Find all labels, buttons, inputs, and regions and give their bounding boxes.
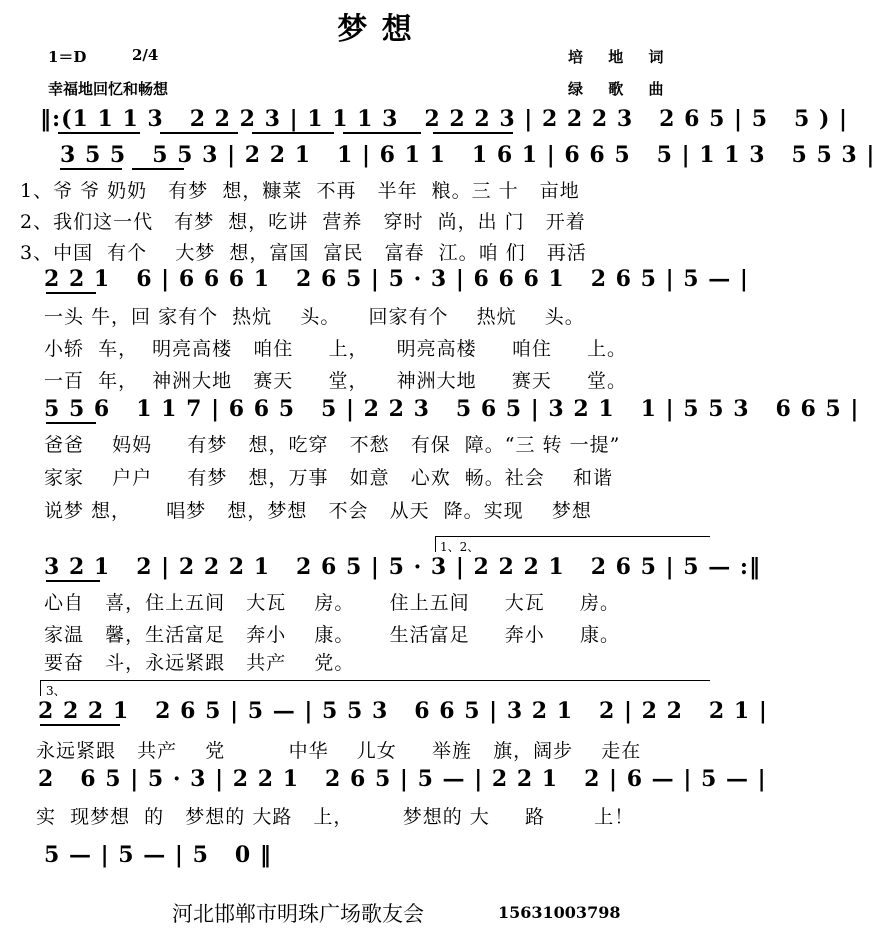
lyric-verse-2-line-1: 2、我们这一代 有梦 想，吃讲 营养 穿时 尚，出 门 开着	[20, 211, 586, 233]
footer-organization: 河北邯郸市明珠广场歌友会	[172, 902, 424, 926]
song-title: 梦 想	[337, 12, 414, 47]
beam	[252, 132, 334, 134]
notation-line-3: 2 2 1 6 | 6 6 6 1 2 6 5 | 5 · 3 | 6 6 6 1 2 6 5 | 5 — |	[44, 266, 749, 292]
notation-line-1: ‖:(1 1 1 3 2 2 2 3 | 1 1 1 3 2 2 2 3 | 2 2 2 3 2 6 5 | 5 5 ) |	[40, 106, 849, 132]
lyric-verse-3-line-6: 实 现梦想 的 梦想的 大路 上， 梦想的 大 路 上！	[36, 806, 635, 828]
beam	[46, 580, 100, 582]
lyric-verse-3-line-2: 一百 年， 神洲大地 赛天 堂， 神洲大地 赛天 堂。	[44, 370, 628, 392]
key-signature: 1＝D	[48, 48, 87, 66]
time-signature: 2/4	[132, 46, 159, 64]
lyric-verse-3-line-3: 说梦 想， 唱梦 想，梦想 不会 从天 降。实现 梦想	[44, 500, 592, 522]
lyric-verse-3-line-4: 要奋 斗，永远紧跟 共产 党。	[44, 652, 355, 674]
beam	[60, 168, 122, 170]
volta-bracket	[435, 536, 710, 537]
lyric-verse-1-line-3: 爸爸 妈妈 有梦 想，吃穿 不愁 有保 障。“三 转 一提”	[44, 434, 621, 456]
lyric-verse-3-line-5: 永远紧跟 共产 党 中华 儿女 举旌 旗，阔步 走在	[36, 740, 642, 762]
notation-line-4: 5 5 6 1 1 7 | 6 6 5 5 | 2 2 3 5 6 5 | 3 2 1 1 | 5 5 3 6 6 5 |	[44, 396, 860, 422]
lyric-verse-2-line-4: 家温 馨，生活富足 奔小 康。 生活富足 奔小 康。	[44, 624, 620, 646]
lyric-verse-2-line-3: 家家 户户 有梦 想，万事 如意 心欢 畅。社会 和谐	[44, 467, 613, 489]
lyricist-credit: 培 地 词	[568, 48, 674, 66]
notation-line-6: 2 2 2 1 2 6 5 | 5 — | 5 5 3 6 6 5 | 3 2 1 2 | 2 2 2 1 |	[38, 698, 768, 724]
beam	[132, 168, 184, 170]
beam	[40, 724, 120, 726]
beam	[433, 132, 513, 134]
volta-1-2-label: 1、2、	[440, 540, 480, 554]
volta-bracket	[40, 680, 41, 696]
notation-line-8: 5 — | 5 — | 5 0 ‖	[44, 842, 272, 868]
beam	[160, 132, 238, 134]
volta-bracket	[435, 536, 436, 552]
beam	[46, 292, 96, 294]
expression-marking: 幸福地回忆和畅想	[48, 80, 169, 98]
notation-line-5: 3 2 1 2 | 2 2 2 1 2 6 5 | 5 · 3 | 2 2 2 1 2 6 5 | 5 — :‖	[44, 554, 762, 580]
volta-3-label: 3、	[46, 684, 66, 698]
lyric-verse-2-line-2: 小轿 车， 明亮高楼 咱住 上， 明亮高楼 咱住 上。	[44, 338, 628, 360]
beam	[58, 132, 140, 134]
footer-phone: 15631003798	[498, 903, 621, 922]
lyric-verse-1-line-4: 心自 喜，住上五间 大瓦 房。 住上五间 大瓦 房。	[44, 592, 620, 614]
notation-line-2: 3 5 5 5 5 3 | 2 2 1 1 | 6 1 1 1 6 1 | 6 6 5 5 | 1 1 3 5 5 3 |	[60, 142, 875, 168]
notation-line-7: 2 6 5 | 5 · 3 | 2 2 1 2 6 5 | 5 — | 2 2 1 2 | 6 — | 5 — |	[38, 766, 767, 792]
beam	[46, 422, 96, 424]
lyric-verse-1-line-2: 一头 牛，回 家有个 热炕 头。 回家有个 热炕 头。	[44, 306, 585, 328]
lyric-verse-1-line-1: 1、爷 爷 奶奶 有梦 想，糠菜 不再 半年 粮。三 十 亩地	[20, 180, 580, 202]
composer-credit: 绿 歌 曲	[568, 80, 674, 98]
beam	[343, 132, 421, 134]
volta-bracket	[40, 680, 710, 681]
lyric-verse-3-line-1: 3、中国 有个 大梦 想，富国 富民 富春 江。咱 们 再活	[20, 242, 587, 264]
